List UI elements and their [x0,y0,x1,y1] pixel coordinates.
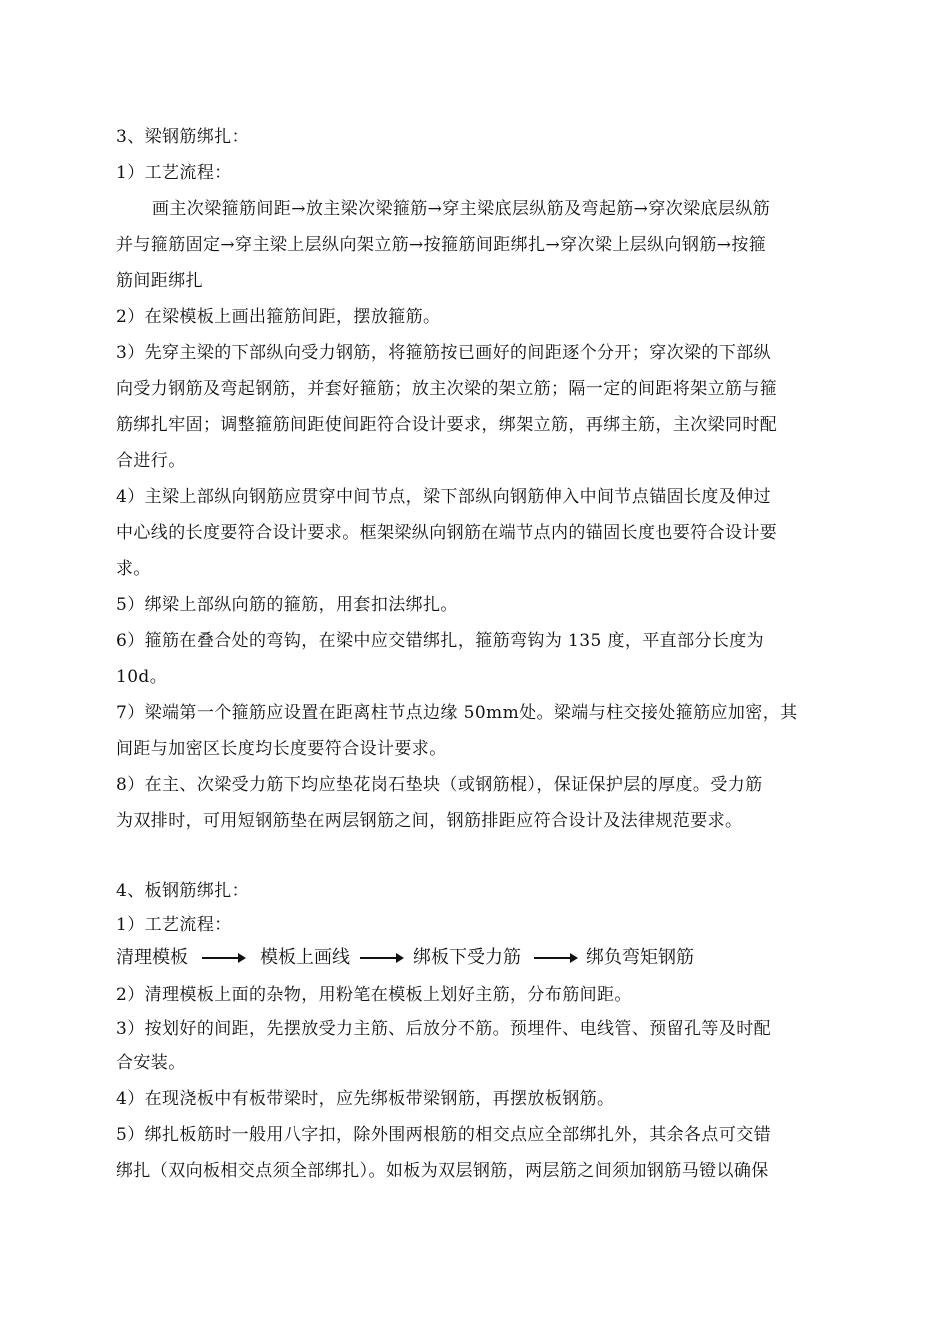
slab-paragraph-2: 2）清理模板上面的杂物，用粉笔在模板上划好主筋，分布筋间距。 [116,985,632,1005]
beam-paragraph-3-line-3: 筋绑扎牢固；调整箍筋间距使间距符合设计要求，绑架立筋，再绑主筋，主次梁同时配 [116,415,778,435]
beam-paragraph-6-line-1: 6）箍筋在叠合处的弯钩，在梁中应交错绑扎，箍筋弯钩为 135 度，平直部分长度为 [116,631,765,651]
beam-paragraph-7-line-1: 7）梁端第一个箍筋应设置在距离柱节点边缘 50mm处。梁端与柱交接处箍筋应加密，其 [116,703,798,723]
flow-arrow-icon [534,957,576,959]
beam-paragraph-6-line-2: 10d。 [116,667,168,687]
beam-paragraph-8-line-2: 为双排时，可用短钢筋垫在两层钢筋之间，钢筋排距应符合设计及法律规范要求。 [116,811,743,831]
flow-step-2: 模板上画线 [260,947,350,968]
slab-paragraph-5-line-1: 5）绑扎板筋时一般用八字扣，除外围两根筋的相交点应全部绑扎外，其余各点可交错 [116,1125,772,1145]
beam-paragraph-3-line-1: 3）先穿主梁的下部纵向受力钢筋，将箍筋按已画好的间距逐个分开；穿次梁的下部纵 [116,343,772,363]
slab-paragraph-5-line-2: 绑扎（双向板相交点须全部绑扎）。如板为双层钢筋，两层筋之间须加钢筋马镫以确保 [116,1161,769,1181]
beam-paragraph-7-line-2: 间距与加密区长度均长度要符合设计要求。 [116,739,447,759]
flow-step-4: 绑负弯矩钢筋 [586,947,694,968]
flow-arrow-icon [360,957,402,959]
beam-flow-line-2: 并与箍筋固定→穿主梁上层纵向架立筋→按箍筋间距绑扎→穿次梁上层纵向钢筋→按箍 [116,235,767,255]
flow-step-3: 绑板下受力筋 [413,947,521,968]
beam-paragraph-4-line-2: 中心线的长度要符合设计要求。框架梁纵向钢筋在端节点内的锚固长度也要符合设计要 [116,523,778,543]
slab-paragraph-4: 4）在现浇板中有板带梁时，应先绑板带梁钢筋，再摆放板钢筋。 [116,1089,615,1109]
beam-flow-line-3: 筋间距绑扎 [116,271,203,291]
slab-paragraph-3-line-1: 3）按划好的间距，先摆放受力主筋、后放分不筋。预埋件、电线管、预留孔等及时配 [116,1019,772,1039]
beam-paragraph-4-line-3: 求。 [116,559,151,579]
slab-paragraph-3-line-2: 合安装。 [116,1053,186,1073]
beam-process-subheading: 1）工艺流程： [116,163,232,183]
beam-paragraph-5: 5）绑梁上部纵向筋的箍筋，用套扣法绑扎。 [116,595,458,615]
beam-paragraph-3-line-4: 合进行。 [116,451,186,471]
beam-paragraph-3-line-2: 向受力钢筋及弯起钢筋，并套好箍筋；放主次梁的架立筋；隔一定的间距将架立筋与箍 [116,379,778,399]
beam-paragraph-4-line-1: 4）主梁上部纵向钢筋应贯穿中间节点，梁下部纵向钢筋伸入中间节点锚固长度及伸过 [116,487,772,507]
beam-flow-line-1: 画主次梁箍筋间距→放主梁次梁箍筋→穿主梁底层纵筋及弯起筋→穿次梁底层纵筋 [152,199,771,219]
slab-process-subheading: 1）工艺流程： [116,915,232,935]
beam-paragraph-2: 2）在梁模板上画出箍筋间距，摆放箍筋。 [116,307,441,327]
beam-section-heading: 3、梁钢筋绑扎： [116,127,250,147]
flow-arrow-icon [202,957,244,959]
beam-paragraph-8-line-1: 8）在主、次梁受力筋下均应垫花岗石垫块（或钢筋棍），保证保护层的厚度。受力筋 [116,775,763,795]
slab-section-heading: 4、板钢筋绑扎： [116,881,250,901]
flow-step-1: 清理模板 [116,947,188,968]
